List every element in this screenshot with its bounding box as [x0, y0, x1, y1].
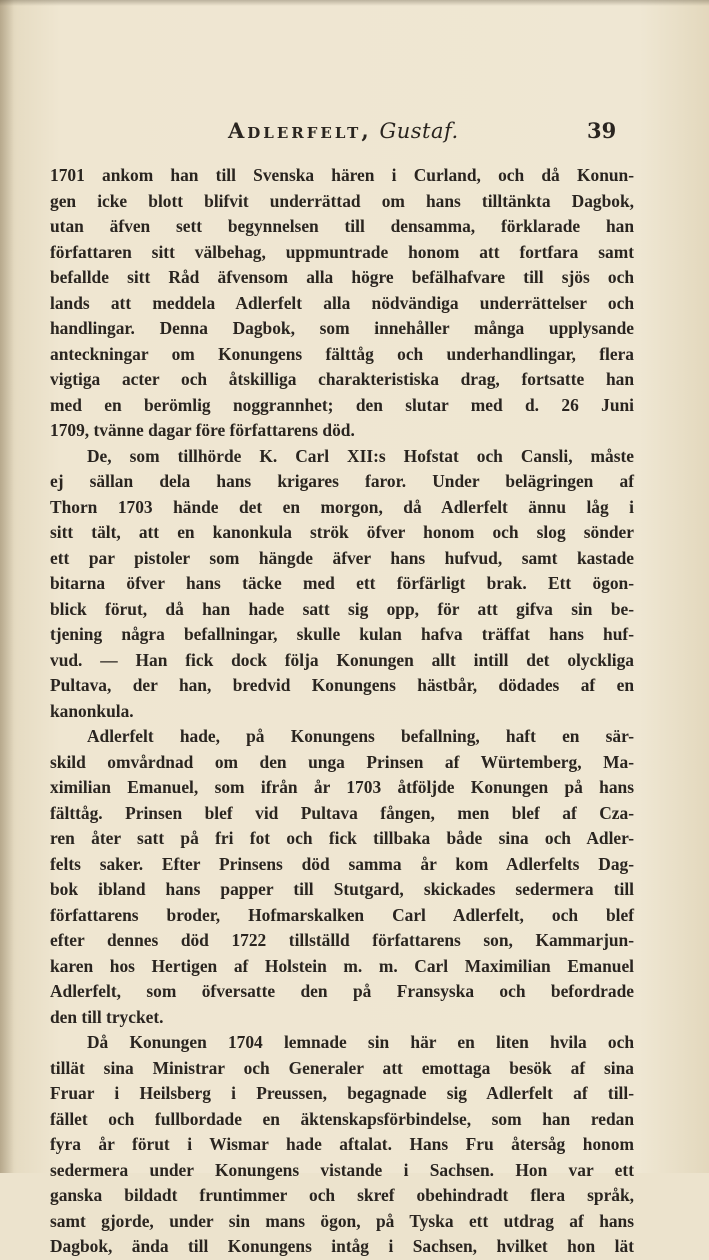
text-line: Fruar i Heilsberg i Preussen, begagnade sig Adlerfelt af till-	[50, 1083, 634, 1103]
text-line: blick förut, då han hade satt sig opp, för att gifva sin be-	[50, 598, 634, 619]
text-line: kanonkula.	[50, 700, 134, 721]
page-number: 39	[587, 118, 617, 143]
text-line: handlingar. Denna Dagbok, som innehåller många upplysande	[50, 318, 634, 338]
page-top-edge	[0, 0, 709, 6]
text-line: med en berömlig noggrannhet; den slutar med d. 26 Juni	[50, 394, 634, 415]
text-line: ej sällan dela hans krigares faror. Under belägringen af	[50, 471, 634, 491]
text-line: fälttåg. Prinsen blef vid Pultava fången, men blef af Cza-	[50, 802, 634, 823]
text-line: sedermera under Konungens vistande i Sachsen. Hon var ett	[50, 1159, 634, 1180]
text-line: tillät sina Ministrar och Generaler att emottaga besök af sina	[50, 1057, 634, 1078]
text-line: anteckningar om Konungens fälttåg och underhandlingar, flera	[50, 343, 634, 364]
running-head	[228, 118, 628, 148]
text-line: vigtiga acter och åtskilliga charakteristiska drag, fortsatte han	[50, 369, 634, 389]
text-line: skild omvårdnad om den unga Prinsen af Würtemberg, Ma-	[50, 751, 634, 772]
text-line: felts saker. Efter Prinsens död samma år kom Adlerfelts Dag-	[50, 853, 634, 874]
text-line: efter dennes död 1722 tillställd författarens son, Kammarjun-	[50, 930, 634, 950]
running-head-author: Adlerfelt,	[228, 118, 372, 143]
text-line: Adlerfelt hade, på Konungens befallning, haft en sär-	[87, 726, 634, 746]
text-line: författarens broder, Hofmarskalken Carl Adlerfelt, och blef	[50, 904, 634, 925]
text-line: fyra år förut i Wismar hade aftalat. Hans Fru återsåg honom	[50, 1134, 634, 1154]
text-line: ren åter satt på fri fot och fick tillbaka både sina och Adler-	[50, 828, 634, 848]
text-line: De, som tillhörde K. Carl XII:s Hofstat och Cansli, måste	[87, 445, 634, 466]
text-line: sitt tält, att en kanonkula strök öfver honom och slog sönder	[50, 522, 634, 542]
text-line: Thorn 1703 hände det en morgon, då Adlerfelt ännu låg i	[50, 496, 634, 517]
text-line: karen hos Hertigen af Holstein m. m. Carl Maximilian Emanuel	[50, 955, 634, 976]
text-line: ganska bildadt fruntimmer och skref obehindradt flera språk,	[50, 1185, 634, 1205]
text-line: lands att meddela Adlerfelt alla nödvändiga underrättelser och	[50, 292, 634, 313]
text-line: den till trycket.	[50, 1006, 164, 1027]
text-line: 1709, tvänne dagar före författarens död.	[50, 420, 355, 440]
text-line: vud. — Han fick dock följa Konungen allt intill det olyckliga	[50, 649, 634, 670]
text-line: bok ibland hans papper till Stutgard, skickades sedermera till	[50, 879, 634, 899]
text-line: tjening några befallningar, skulle kulan hafva träffat hans huf-	[50, 624, 634, 644]
text-line: Adlerfelt, som öfversatte den på Fransyska och befordrade	[50, 981, 634, 1001]
text-line: samt gjorde, under sin mans ögon, på Tyska ett utdrag af hans	[50, 1210, 634, 1231]
running-head-given-name: Gustaf.	[379, 119, 459, 143]
text-line: ett par pistoler som hängde äfver hans hufvud, samt kastade	[50, 547, 634, 568]
text-line: Då Konungen 1704 lemnade sin här en liten hvila och	[87, 1032, 634, 1052]
text-line: 1701 ankom han till Svenska hären i Curland, och då Konun-	[50, 165, 634, 185]
text-line: befallde sitt Råd äfvensom alla högre befälhafvare till sjös och	[50, 267, 634, 287]
text-line: ximilian Emanuel, som ifrån år 1703 åtföljde Konungen på hans	[50, 777, 634, 797]
text-line: författaren sitt välbehag, uppmuntrade honom att fortfara samt	[50, 241, 634, 262]
body-text	[50, 163, 634, 1260]
text-line: Dagbok, ända till Konungens intåg i Sachsen, hvilket hon lät	[50, 1236, 634, 1256]
text-line: Pultava, der han, bredvid Konungens hästbår, dödades af en	[50, 675, 634, 695]
binding-shadow	[0, 0, 14, 1173]
text-line: fället och fullbordade en äktenskapsförbindelse, som han redan	[50, 1108, 634, 1129]
text-line: gen icke blott blifvit underrättad om hans tilltänkta Dagbok,	[50, 190, 634, 211]
text-line: bitarna öfver hans täcke med ett förfärligt brak. Ett ögon-	[50, 573, 634, 593]
text-line: utan äfven sett begynnelsen till densamma, förklarade han	[50, 216, 634, 236]
